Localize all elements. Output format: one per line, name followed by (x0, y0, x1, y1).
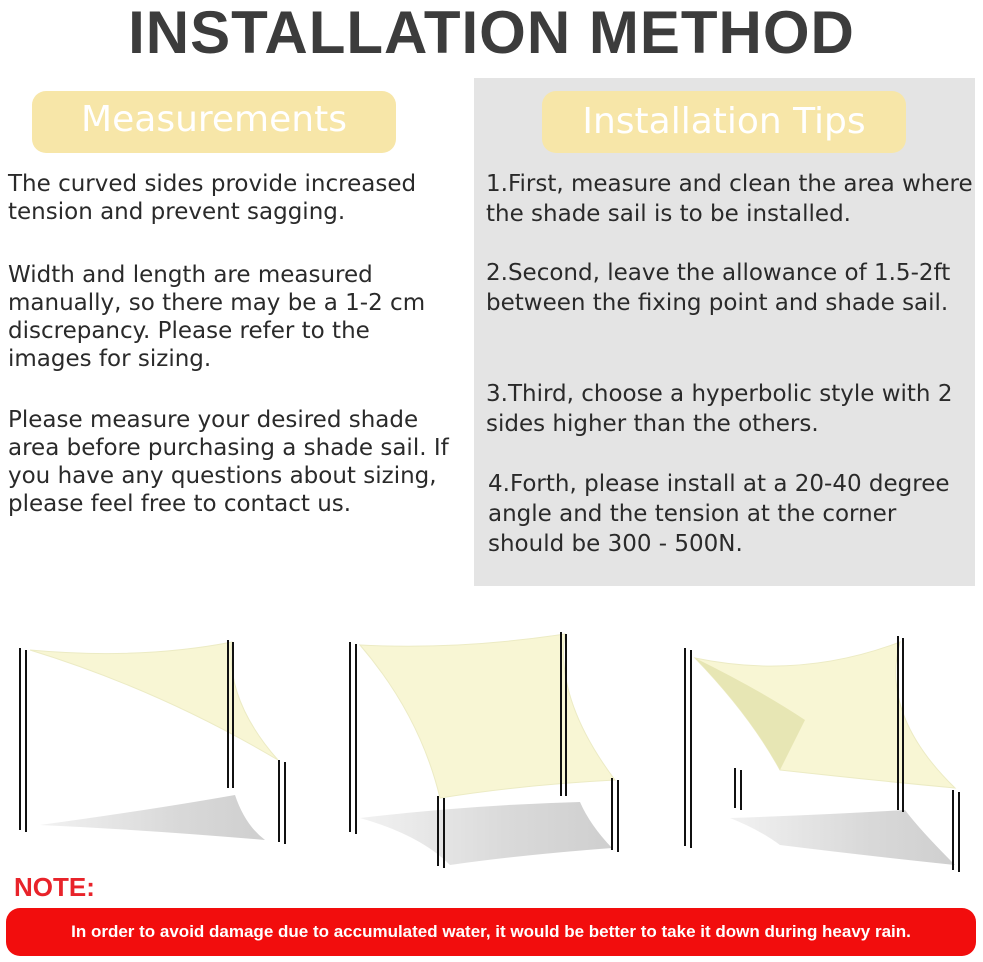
ground-shadow (360, 802, 612, 865)
tip-item: 2.Second, leave the allowance of 1.5-2ft between the fixing point and shade sail. (486, 260, 951, 316)
sail-canvas (30, 642, 278, 760)
sail-illustrations (0, 620, 983, 880)
installation-tips-heading: Installation Tips (542, 91, 906, 153)
ground-shadow (730, 810, 955, 865)
measurements-paragraph: The curved sides provide increased tension and prevent sagging. (8, 171, 417, 225)
triangle-sail-illustration (20, 640, 285, 844)
sail-canvas (360, 634, 615, 798)
tip-item: 3.Third, choose a hyperbolic style with 2 sides higher than the others. (486, 381, 953, 437)
measurements-paragraph: Please measure your desired shade area before purchasing a shade sail. If you have any questions about sizing, please feel free to contact us. (8, 407, 449, 517)
tip-item: 4.Forth, please install at a 20-40 degree angle and the tension at the corner should be 300 - 500N. (488, 471, 950, 557)
square-sail-illustration (350, 632, 618, 868)
page-title: INSTALLATION METHOD (128, 0, 855, 66)
note-text: In order to avoid damage due to accumulated water, it would be better to take it down during heavy rain. (71, 922, 911, 941)
measurements-paragraph: Width and length are measured manually, so there may be a 1-2 cm discrepancy. Please refer to the images for sizing. (8, 262, 426, 372)
measurements-heading: Measurements (32, 91, 396, 153)
note-label: NOTE: (14, 872, 95, 902)
note-banner (6, 908, 976, 956)
tip-item: 1.First, measure and clean the area where the shade sail is to be installed. (486, 171, 973, 227)
sail-canvas (695, 642, 955, 788)
hyperbolic-sail-illustration (685, 636, 959, 872)
ground-shadow (40, 795, 265, 840)
